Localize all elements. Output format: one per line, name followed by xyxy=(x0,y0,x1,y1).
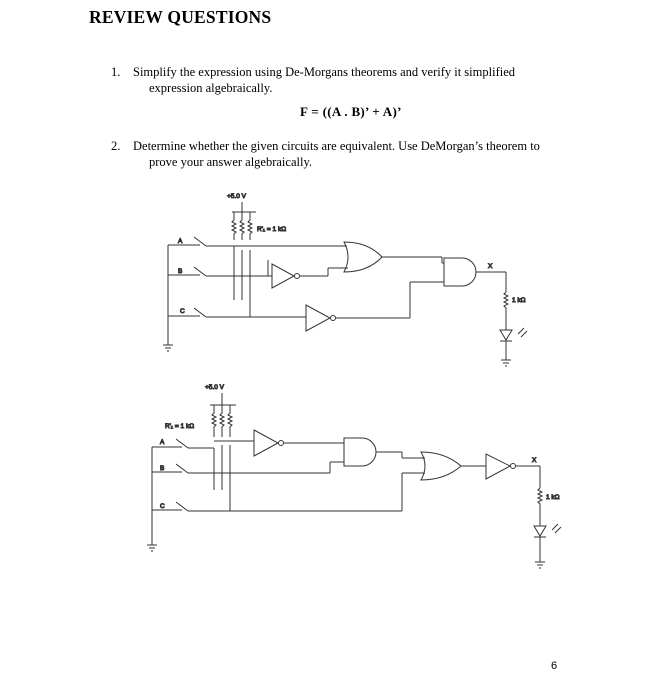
circuit-2-input-b: B xyxy=(160,465,165,472)
page-title: REVIEW QUESTIONS xyxy=(89,7,272,27)
circuit-2-input-a: A xyxy=(160,439,165,446)
circuit-2-inverter-a xyxy=(254,430,284,456)
circuit-1-switches xyxy=(182,237,206,317)
circuit-2-inverter-out xyxy=(486,454,516,479)
page-number: 6 xyxy=(551,660,558,672)
circuit-1-or-gate xyxy=(344,242,382,272)
circuit-1-output-label: X xyxy=(488,263,493,270)
circuit-2 xyxy=(147,384,561,568)
circuit-1-load-label: 1 kΩ xyxy=(512,297,526,304)
question-2-number: 2. xyxy=(111,139,121,153)
circuit-2-output-label: X xyxy=(532,457,537,464)
question-1-line2: expression algebraically. xyxy=(149,81,273,95)
circuit-2-ground-symbol xyxy=(147,545,157,551)
circuit-2-supply-label: +5.0 V xyxy=(205,384,224,391)
question-2-line1: Determine whether the given circuits are equivalent. Use DeMorgan’s theorem to xyxy=(133,139,540,153)
circuit-1-led xyxy=(500,328,527,341)
circuit-1-supply-label: +5.0 V xyxy=(227,193,246,200)
circuit-2-output-ground xyxy=(535,562,545,568)
circuit-1-inverter-c xyxy=(306,305,336,331)
circuit-1-and-gate xyxy=(444,258,476,286)
circuit-2-load-resistor xyxy=(538,488,542,508)
question-1-number: 1. xyxy=(111,65,121,79)
circuit-1-load-resistor xyxy=(504,292,508,312)
circuit-1 xyxy=(163,193,527,366)
question-2-line2: prove your answer algebraically. xyxy=(149,155,313,169)
question-1-line1: Simplify the expression using De-Morgans theorems and verify it simplified xyxy=(133,65,516,79)
circuit-2-input-c: C xyxy=(160,503,165,510)
circuit-1-input-c: C xyxy=(180,308,185,315)
circuit-1-resistor-label: R'₁ = 1 kΩ xyxy=(257,226,287,233)
circuit-2-and-gate xyxy=(344,438,376,466)
question-1-formula: F = ((A . B)’ + A)’ xyxy=(300,104,402,119)
circuit-1-input-b: B xyxy=(178,268,183,275)
circuit-2-pullup-resistors xyxy=(212,405,232,437)
circuit-1-output-ground xyxy=(501,360,511,366)
circuit-2-switches xyxy=(164,439,188,511)
circuit-2-load-label: 1 kΩ xyxy=(546,494,560,501)
circuit-1-ground-symbol xyxy=(163,345,173,351)
circuit-2-resistor-label: R'₁ = 1 kΩ xyxy=(165,423,195,430)
circuit-1-inverter-b xyxy=(272,264,300,288)
circuit-2-or-gate xyxy=(421,452,461,480)
circuit-2-led xyxy=(534,524,561,537)
circuit-1-pullup-resistors xyxy=(232,212,252,240)
circuit-1-input-a: A xyxy=(178,238,183,245)
